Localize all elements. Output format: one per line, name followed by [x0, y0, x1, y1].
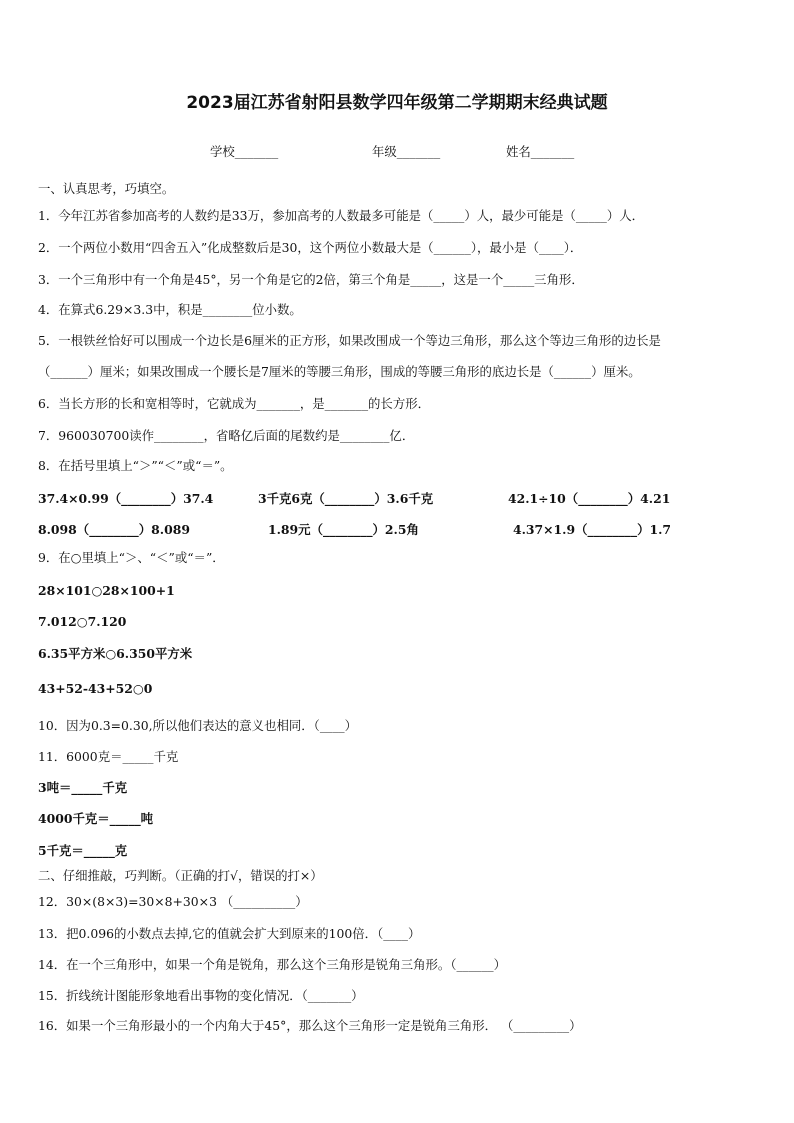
q9-item-4: 43+52-43+52○0: [38, 681, 153, 696]
question-13: 13．把0.096的小数点去掉,它的值就会扩大到原来的100倍．（____）: [38, 926, 421, 941]
question-2: 2．一个两位小数用“四舍五入”化成整数后是30，这个两位小数最大是（______），最小是（____）．: [38, 240, 583, 255]
q8-item-4: 8.098（________）8.089: [38, 522, 190, 537]
question-8: 8．在括号里填上“＞”“＜”或“＝”。: [38, 458, 233, 473]
question-1: 1．今年江苏省参加高考的人数约是33万，参加高考的人数最多可能是（_____）人，最少可能是（_____）人．: [38, 208, 645, 223]
question-16: 16．如果一个三角形最小的一个内角大于45°，那么这个三角形一定是锐角三角形． （_________）: [38, 1018, 582, 1033]
question-7: 7．960030700读作________，省略亿后面的尾数约是________亿．: [38, 428, 415, 443]
name-field: 姓名_______: [506, 144, 575, 159]
question-3: 3．一个三角形中有一个角是45°，另一个角是它的2倍，第三个角是_____，这是一个_____三角形．: [38, 272, 584, 287]
q11-item-1: 3吨＝_____千克: [38, 780, 128, 795]
question-5-line-2: （______）厘米；如果改围成一个腰长是7厘米的等腰三角形，围成的等腰三角形的底边长是（______）厘米。: [38, 364, 641, 379]
section-heading-1: 一、认真思考，巧填空。: [38, 181, 175, 196]
grade-field: 年级_______: [372, 144, 441, 159]
q11-item-2: 4000千克＝_____吨: [38, 811, 154, 826]
q8-item-5: 1.89元（________）2.5角: [268, 522, 419, 537]
question-9: 9．在○里填上“＞、“＜”或“＝”．: [38, 550, 225, 565]
question-14: 14．在一个三角形中，如果一个角是锐角，那么这个三角形是锐角三角形。（______）: [38, 957, 507, 972]
section-heading-2: 二、仔细推敲，巧判断。（正确的打√，错误的打×）: [38, 868, 323, 883]
q9-item-2: 7.012○7.120: [38, 614, 127, 629]
q8-item-2: 3千克6克（________）3.6千克: [258, 491, 434, 506]
page-title: 2023届江苏省射阳县数学四年级第二学期期末经典试题: [186, 93, 608, 113]
q9-item-1: 28×101○28×100+1: [38, 583, 175, 598]
q8-item-3: 42.1÷10（________）4.21: [508, 491, 671, 506]
question-4: 4．在算式6.29×3.3中，积是________位小数。: [38, 302, 302, 317]
q8-item-6: 4.37×1.9（________）1.7: [513, 522, 672, 537]
q8-item-1: 37.4×0.99（________）37.4: [38, 491, 214, 506]
question-5-line-1: 5．一根铁丝恰好可以围成一个边长是6厘米的正方形，如果改围成一个等边三角形，那么这个等边三角形的边长是: [38, 333, 661, 348]
question-6: 6．当长方形的长和宽相等时，它就成为_______，是_______的长方形．: [38, 396, 430, 411]
q11-item-3: 5千克＝_____克: [38, 843, 128, 858]
q9-item-3: 6.35平方米○6.350平方米: [38, 646, 193, 661]
question-12: 12．30×(8×3)=30×8+30×3 （__________）: [38, 894, 308, 909]
question-11: 11．6000克＝_____千克: [38, 749, 179, 764]
question-10: 10．因为0.3=0.30,所以他们表达的意义也相同．（____）: [38, 718, 357, 733]
question-15: 15．折线统计图能形象地看出事物的变化情况．（_______）: [38, 988, 364, 1003]
school-field: 学校_______: [210, 144, 279, 159]
